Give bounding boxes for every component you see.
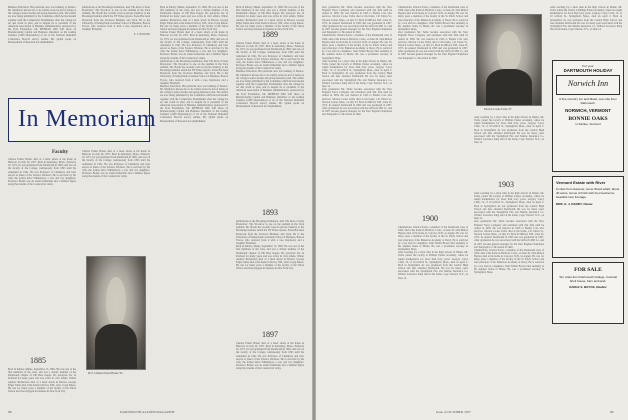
right-col-3-b: After teaching for a short time in the high schools in Maine, Mr. Tuttle joined the faculty at Phillips Exeter Academy, where he taught mathematics for more than forty years. Gregory Carey Clark, 74, of 10 Gifford St., Springfield, Mass., died on April 2. Born in Springfield, he was graduated from the Central High School and later attended Dartmouth. He was for many years associated with the Springfield Fire and Marine Insurance Co. Willard Lawrence King died at his home, Cape Vincent, N.Y., on June 14. after graduation Mr. Tuttle became associated with the New England News Company and remained with that firm until he retired in 1939. He was married in 1903 to Bertha Cole who survives. Morton Cooke Tuttle died at his home, 110 Union St., Newton Center, Mass., on July 25. Born in Milford, N.H., June 23, 1875, he entered Dartmouth in 1893 and was graduated in 1897. After graduation he was associated with the Gifford's Mill Co. and in 1907 became general manager for the New England Telephone and Telegraph Co. He retired in 1940. Chamberlain, Charles Porter, a member of the Dartmouth class of 1900, died at his home in Hartford, Conn., on June 20. John Milton Haynes died at his home in Concord, N.H., in August. He was for many years a member of the faculty of the St. Paul's School and later principal of the Pinkerton Academy at Derry. He is survived by a son and two daughters. John Wilder Brown died suddenly at his summer home in Maine. He was a prominent attorney in Springfield, Mass. <box>474 192 544 274</box>
left-col-1-text: Business Education. His particular area was banking of finance. Mr. Meehan is known also to be widely served as lest of being on the college's senior marine and group-insurance plan. The results are now being published by the Committee which he has headed together with the Comptroller Eustisimmer after the college he set and credit in plan, and in August he is president of the American Association of Business Administration, sponsored by the Ford Foundation. Mr. MEEHAN DID 'Gift Ideas on Manufacturing Capital and Business Outsiders' as the leading founders (1960 Dependence) of all of the National Industrial Conference Board's survey studies. Mr. Quinn spoke on Measurement of Research Accomplishment. <box>8 6 76 44</box>
year-heading-1900: 1900 <box>422 214 438 223</box>
left-col-4-c: publications at the Brookings Institution. And 'The Role of Sales Promotion.' The Woodrow is one on the stadium in the Tuck stadium. Mr. Booth has recently been in private industry at the Brookings Institute which the NY Times reports. Stone Has been Preserved from the Jacobson Business and Tuck. He is the University of Pennsylvania Graduate School of Business, Boston Forces, who received from it with a tree, Raymond, and a daughter Elizabeth. Born in Kittery, Maine, September 13, 1865. He was one of the first members of the class, and was a charter member of the Dartmouth chapter of Phi Beta Kappa. He practiced law in Portland for many years and was active in civic affairs. Walter Andrew Richardson died of a heart attack in Boston. George Edgar Tuttle died at his home in Dover, N.H., after a long illness. He was for many years a member of the faculty of the Tilton School and later engaged in business in New York City. <box>236 220 304 271</box>
bolser-portrait-photo <box>86 256 146 370</box>
right-col-2-top: Chamberlain, Charles Porter, a member of the Dartmouth class of 1900, died at his home in Hartford, Conn., on June 20. John Milton Haynes died at his home in Concord, N.H., in August. He was for many years a member of the faculty of the St. Paul's School and later principal of the Pinkerton Academy at Derry. He is survived by a son and two daughters. John Wilder Brown died suddenly at his summer home in Maine. He was a prominent attorney in Springfield, Mass. after graduation Mr. Tuttle became associated with the New England News Company and remained with that firm until he retired in 1939. He was married in 1903 to Bertha Cole who survives. Morton Cooke Tuttle died at his home, 110 Union St., Newton Center, Mass., on July 25. Born in Milford, N.H., June 23, 1875, he entered Dartmouth in 1893 and was graduated in 1897. After graduation he was associated with the Gifford's Mill Co. and in 1907 became general manager for the New England Telephone and Telegraph Co. He retired in 1940. <box>398 6 468 60</box>
memoriam-heading: In Memoriam <box>18 106 157 132</box>
left-col-2-text: publications at the Brookings Institution. And 'The Role of Sales Promotion.' The Woodrow is one on the stadium in the Tuck stadium. Mr. Booth has recently been in private industry at the Brookings Institute which the NY Times reports. Stone Has been Preserved from the Jacobson Business and Tuck. He is the University of Pennsylvania Graduate School of Business, Boston Forces, who received from it with a tree, Raymond, and a daughter Elizabeth. <box>82 6 150 32</box>
year-heading-1893: 1893 <box>262 208 278 217</box>
left-col-2-bottom: Charles Ernest Bolser died of a heart attack at his home in Hanover on July 20, 1957. Born in Amesbury, Mass., February 16, 1871, he was graduated from Dartmouth in 1895, and was on the faculty of the College continuously from 1895 until his retirement in 1941. He was Professor of Chemistry and later served as Dean of the Science Division. He is survived by his wife, the former Alice Whittemore, a son, and two daughters. Professor Bolser was an ardent fisherman and a familiar figure along the streams of the Connecticut valley. <box>82 150 150 179</box>
tuttle-obituary-text: after graduation Mr. Tuttle became associated with the New England News Company and remained with that firm until he retired in 1939. He was married in 1903 to Bertha Cole who survives. Morton Cooke Tuttle died at his home, 110 Union St., Newton Center, Mass., on July 25. Born in Milford, N.H., June 23, 1875, he entered Dartmouth in 1893 and was graduated in 1897. After graduation he was associated with the Gifford's Mill Co. and in 1907 became general manager for the New England Telephone and Telegraph Co. He retired in 1940. <box>322 6 392 35</box>
left-page <box>0 0 312 420</box>
footer-magazine-title: DARTMOUTH ALUMNI MAGAZINE <box>120 410 175 414</box>
left-col-1-top <box>8 6 76 96</box>
year-heading-1889: 1889 <box>262 30 278 39</box>
right-col-1: after graduation Mr. Tuttle became associated with the New England News Company and remained with that firm until he retired in 1939. He was married in 1903 to Bertha Cole who survives. Morton Cooke Tuttle died at his home, 110 Union St., Newton Center, Mass., on July 25. Born in Milford, N.H., June 23, 1875, he entered Dartmouth in 1893 and was graduated in 1897. After graduation he was associated with the Gifford's Mill Co. and in 1907 became general manager for the New England Telephone and Telegraph Co. He retired in 1940. Chamberlain, Charles Porter, a member of the Dartmouth class of 1900, died at his home in Hartford, Conn., on June 20. John Milton Haynes died at his home in Concord, N.H., in August. He was for many years a member of the faculty of the St. Paul's School and later principal of the Pinkerton Academy at Derry. He is survived by a son and two daughters. John Wilder Brown died suddenly at his summer home in Maine. He was a prominent attorney in Springfield, Mass. After teaching for a short time in the high schools in Maine, Mr. Tuttle joined the faculty at Phillips Exeter Academy, where he taught mathematics for more than forty years. Gregory Carey Clark, 74, of 10 Gifford St., Springfield, Mass., died on April 2. Born in Springfield, he was graduated from the Central High School and later attended Dartmouth. He was for many years associated with the Springfield Fire and Marine Insurance Co. Willard Lawrence King died at his home, Cape Vincent, N.Y., on June 14. after graduation Mr. Tuttle became associated with the New England News Company and remained with that firm until he retired in 1939. He was married in 1903 to Bertha Cole who survives. Morton Cooke Tuttle died at his home, 110 Union St., Newton Center, Mass., on July 25. Born in Milford, N.H., June 23, 1875, he entered Dartmouth in 1893 and was graduated in 1897. After graduation he was associated with the Gifford's Mill Co. and in 1907 became general manager for the New England Telephone and Telegraph Co. He retired in 1940. <box>322 6 392 117</box>
vermont-estate-ad[interactable]: Vermont Estate with River 6 miles from Hanover, some Wood wharf, about 40 acres. Home of brick with four bedrooms, beautiful river frontage. MRS. E. J. RANDY, Owner <box>552 176 624 258</box>
left-col-4-d: Charles Ernest Bolser died of a heart attack at his home in Hanover on July 20, 1957. Born in Amesbury, Mass., February 16, 1871, he was graduated from Dartmouth in 1895, and was on the faculty of the College continuously from 1895 until his retirement in 1941. He was Professor of Chemistry and later served as Dean of the Science Division. He is survived by his wife, the former Alice Whittemore, a son, and two daughters. Professor Bolser was an ardent fisherman and a familiar figure along the streams of the Connecticut valley. <box>236 342 304 371</box>
year-heading-1885: 1885 <box>30 356 46 365</box>
faculty-subheading: Faculty <box>52 150 69 155</box>
photo-caption-bolser: Prof. Charles Ernest Bolser '95 <box>88 372 123 375</box>
footer-issue-date: Issue of OCTOBER 1957 <box>436 410 471 414</box>
year-heading-1903: 1903 <box>498 180 514 189</box>
right-page <box>316 0 628 420</box>
right-col-3-a: After teaching for a short time in the high schools in Maine, Mr. Tuttle joined the faculty at Phillips Exeter Academy, where he taught mathematics for more than forty years. Gregory Carey Clark, 74, of 10 Gifford St., Springfield, Mass., died on April 2. Born in Springfield, he was graduated from the Central High School and later attended Dartmouth. He was for many years associated with the Springfield Fire and Marine Insurance Co. Willard Lawrence King died at his home, Cape Vincent, N.Y., on June 14. <box>474 116 544 145</box>
tuttle-portrait-photo <box>476 14 542 106</box>
norwich-inn-ad[interactable]: For your DARTMOUTH HOLIDAY Norwich Inn A fine Country Inn and Motel, one mile from Dartmouth. NORWICH, VERMONT BONNIE OAKS in Fairlee, Vermont <box>552 60 624 172</box>
left-col-1-bottom <box>8 158 76 354</box>
page-number-right: 89 <box>610 410 614 414</box>
year-heading-1897: 1897 <box>262 330 278 339</box>
right-col-4-text: After teaching for a short time in the high schools in Maine, Mr. Tuttle joined the faculty at Phillips Exeter Academy, where he taught mathematics for more than forty years. Gregory Carey Clark, 74, of 10 Gifford St., Springfield, Mass., died on April 2. Born in Springfield, he was graduated from the Central High School and later attended Dartmouth. He was for many years associated with the Springfield Fire and Marine Insurance Co. Willard Lawrence King died at his home, Cape Vincent, N.Y., on June 14. <box>550 6 622 32</box>
faculty-obituary-text: Charles Ernest Bolser died of a heart attack at his home in Hanover on July 20, 1957. Born in Amesbury, Mass., February 16, 1871, he was graduated from Dartmouth in 1895, and was on the faculty of the College continuously from 1895 until his retirement in 1941. He was Professor of Chemistry and later served as Dean of the Science Division. He is survived by his wife, the former Alice Whittemore, a son, and two daughters. Professor Bolser was an ardent fisherman and a familiar figure along the streams of the Connecticut valley. <box>8 158 76 187</box>
page-number-left: 88 <box>8 410 12 414</box>
left-col-3: Born in Kittery, Maine, September 13, 1865. He was one of the first members of the class, and was a charter member of the Dartmouth chapter of Phi Beta Kappa. He practiced law in Portland for many years and was active in civic affairs. Walter Andrew Richardson died of a heart attack in Boston. George Edgar Tuttle died at his home in Dover, N.H., after a long illness. He was for many years a member of the faculty of the Tilton School and later engaged in business in New York City. Charles Ernest Bolser died of a heart attack at his home in Hanover on July 20, 1957. Born in Amesbury, Mass., February 16, 1871, he was graduated from Dartmouth in 1895, and was on the faculty of the College continuously from 1895 until his retirement in 1941. He was Professor of Chemistry and later served as Dean of the Science Division. He is survived by his wife, the former Alice Whittemore, a son, and two daughters. Professor Bolser was an ardent fisherman and a familiar figure along the streams of the Connecticut valley. publications at the Brookings Institution. And 'The Role of Sales Promotion.' The Woodrow is one on the stadium in the Tuck stadium. Mr. Booth has recently been in private industry at the Brookings Institute which the NY Times reports. Stone Has been Preserved from the Jacobson Business and Tuck. He is the University of Pennsylvania Graduate School of Business, Boston Forces, who received from it with a tree, Raymond, and a daughter Elizabeth. Business Education. His particular area was banking of finance. Mr. Meehan is known also to be widely served as lest of being on the college's senior marine and group-insurance plan. The results are now being published by the Committee which he has headed together with the Comptroller Eustisimmer after the college he set and credit in plan, and in August he is president of the American Association of Business Administration, sponsored by the Ford Foundation. Mr. MEEHAN DID 'Gift Ideas on Manufacturing Capital and Business Outsiders' as the leading founders (1960 Dependence) of all of the National Industrial Conference Board's survey studies. Mr. Quinn spoke on Measurement of Research Accomplishment. <box>160 6 228 123</box>
signature: E. S. BURGER <box>133 33 150 37</box>
left-col-1-1885: Born in Kittery, Maine, September 13, 1865. He was one of the first members of the class, and was a charter member of the Dartmouth chapter of Phi Beta Kappa. He practiced law in Portland for many years and was active in civic affairs. Walter Andrew Richardson died of a heart attack in Boston. George Edgar Tuttle died at his home in Dover, N.H., after a long illness. He was for many years a member of the faculty of the Tilton School and later engaged in business in New York City. <box>8 368 76 394</box>
left-col-4-a: Born in Kittery, Maine, September 13, 1865. He was one of the first members of the class, and was a charter member of the Dartmouth chapter of Phi Beta Kappa. He practiced law in Portland for many years and was active in civic affairs. Walter Andrew Richardson died of a heart attack in Boston. George Edgar Tuttle died at his home in Dover, N.H., after a long illness. He was for many years a member of the faculty of the Tilton School and later engaged in business in New York City. <box>236 6 304 30</box>
left-col-4-b: Charles Ernest Bolser died of a heart attack at his home in Hanover on July 20, 1957. Born in Amesbury, Mass., February 16, 1871, he was graduated from Dartmouth in 1895, and was on the faculty of the College continuously from 1895 until his retirement in 1941. He was Professor of Chemistry and later served as Dean of the Science Division. He is survived by his wife, the former Alice Whittemore, a son, and two daughters. Professor Bolser was an ardent fisherman and a familiar figure along the streams of the Connecticut valley. Business Education. His particular area was banking of finance. Mr. Meehan is known also to be widely served as lest of being on the college's senior marine and group-insurance plan. The results are now being published by the Committee which he has headed together with the Comptroller Eustisimmer after the college he set and credit in plan, and in August he is president of the American Association of Business Administration, sponsored by the Ford Foundation. Mr. MEEHAN DID 'Gift Ideas on Manufacturing Capital and Business Outsiders' as the leading founders (1960 Dependence) of all of the National Industrial Conference Board's survey studies. Mr. Quinn spoke on Measurement of Research Accomplishment. <box>236 42 304 109</box>
photo-caption-tuttle: Morton Cooke Tuttle '97 <box>484 108 512 111</box>
for-sale-ad[interactable]: FOR SALE Ten miles from Dartmouth College, Colonial brick house, barn and land. EARLE S. BOYCE, Realtor <box>552 262 624 324</box>
norwich-inn-logo: Norwich Inn <box>556 75 620 95</box>
left-col-2-top <box>82 6 150 96</box>
right-col-2-bottom: Chamberlain, Charles Porter, a member of the Dartmouth class of 1900, died at his home in Hartford, Conn., on June 20. John Milton Haynes died at his home in Concord, N.H., in August. He was for many years a member of the faculty of the St. Paul's School and later principal of the Pinkerton Academy at Derry. He is survived by a son and two daughters. John Wilder Brown died suddenly at his summer home in Maine. He was a prominent attorney in Springfield, Mass. After teaching for a short time in the high schools in Maine, Mr. Tuttle joined the faculty at Phillips Exeter Academy, where he taught mathematics for more than forty years. Gregory Carey Clark, 74, of 10 Gifford St., Springfield, Mass., died on April 2. Born in Springfield, he was graduated from the Central High School and later attended Dartmouth. He was for many years associated with the Springfield Fire and Marine Insurance Co. Willard Lawrence King died at his home, Cape Vincent, N.Y., on June 14. <box>398 226 468 280</box>
